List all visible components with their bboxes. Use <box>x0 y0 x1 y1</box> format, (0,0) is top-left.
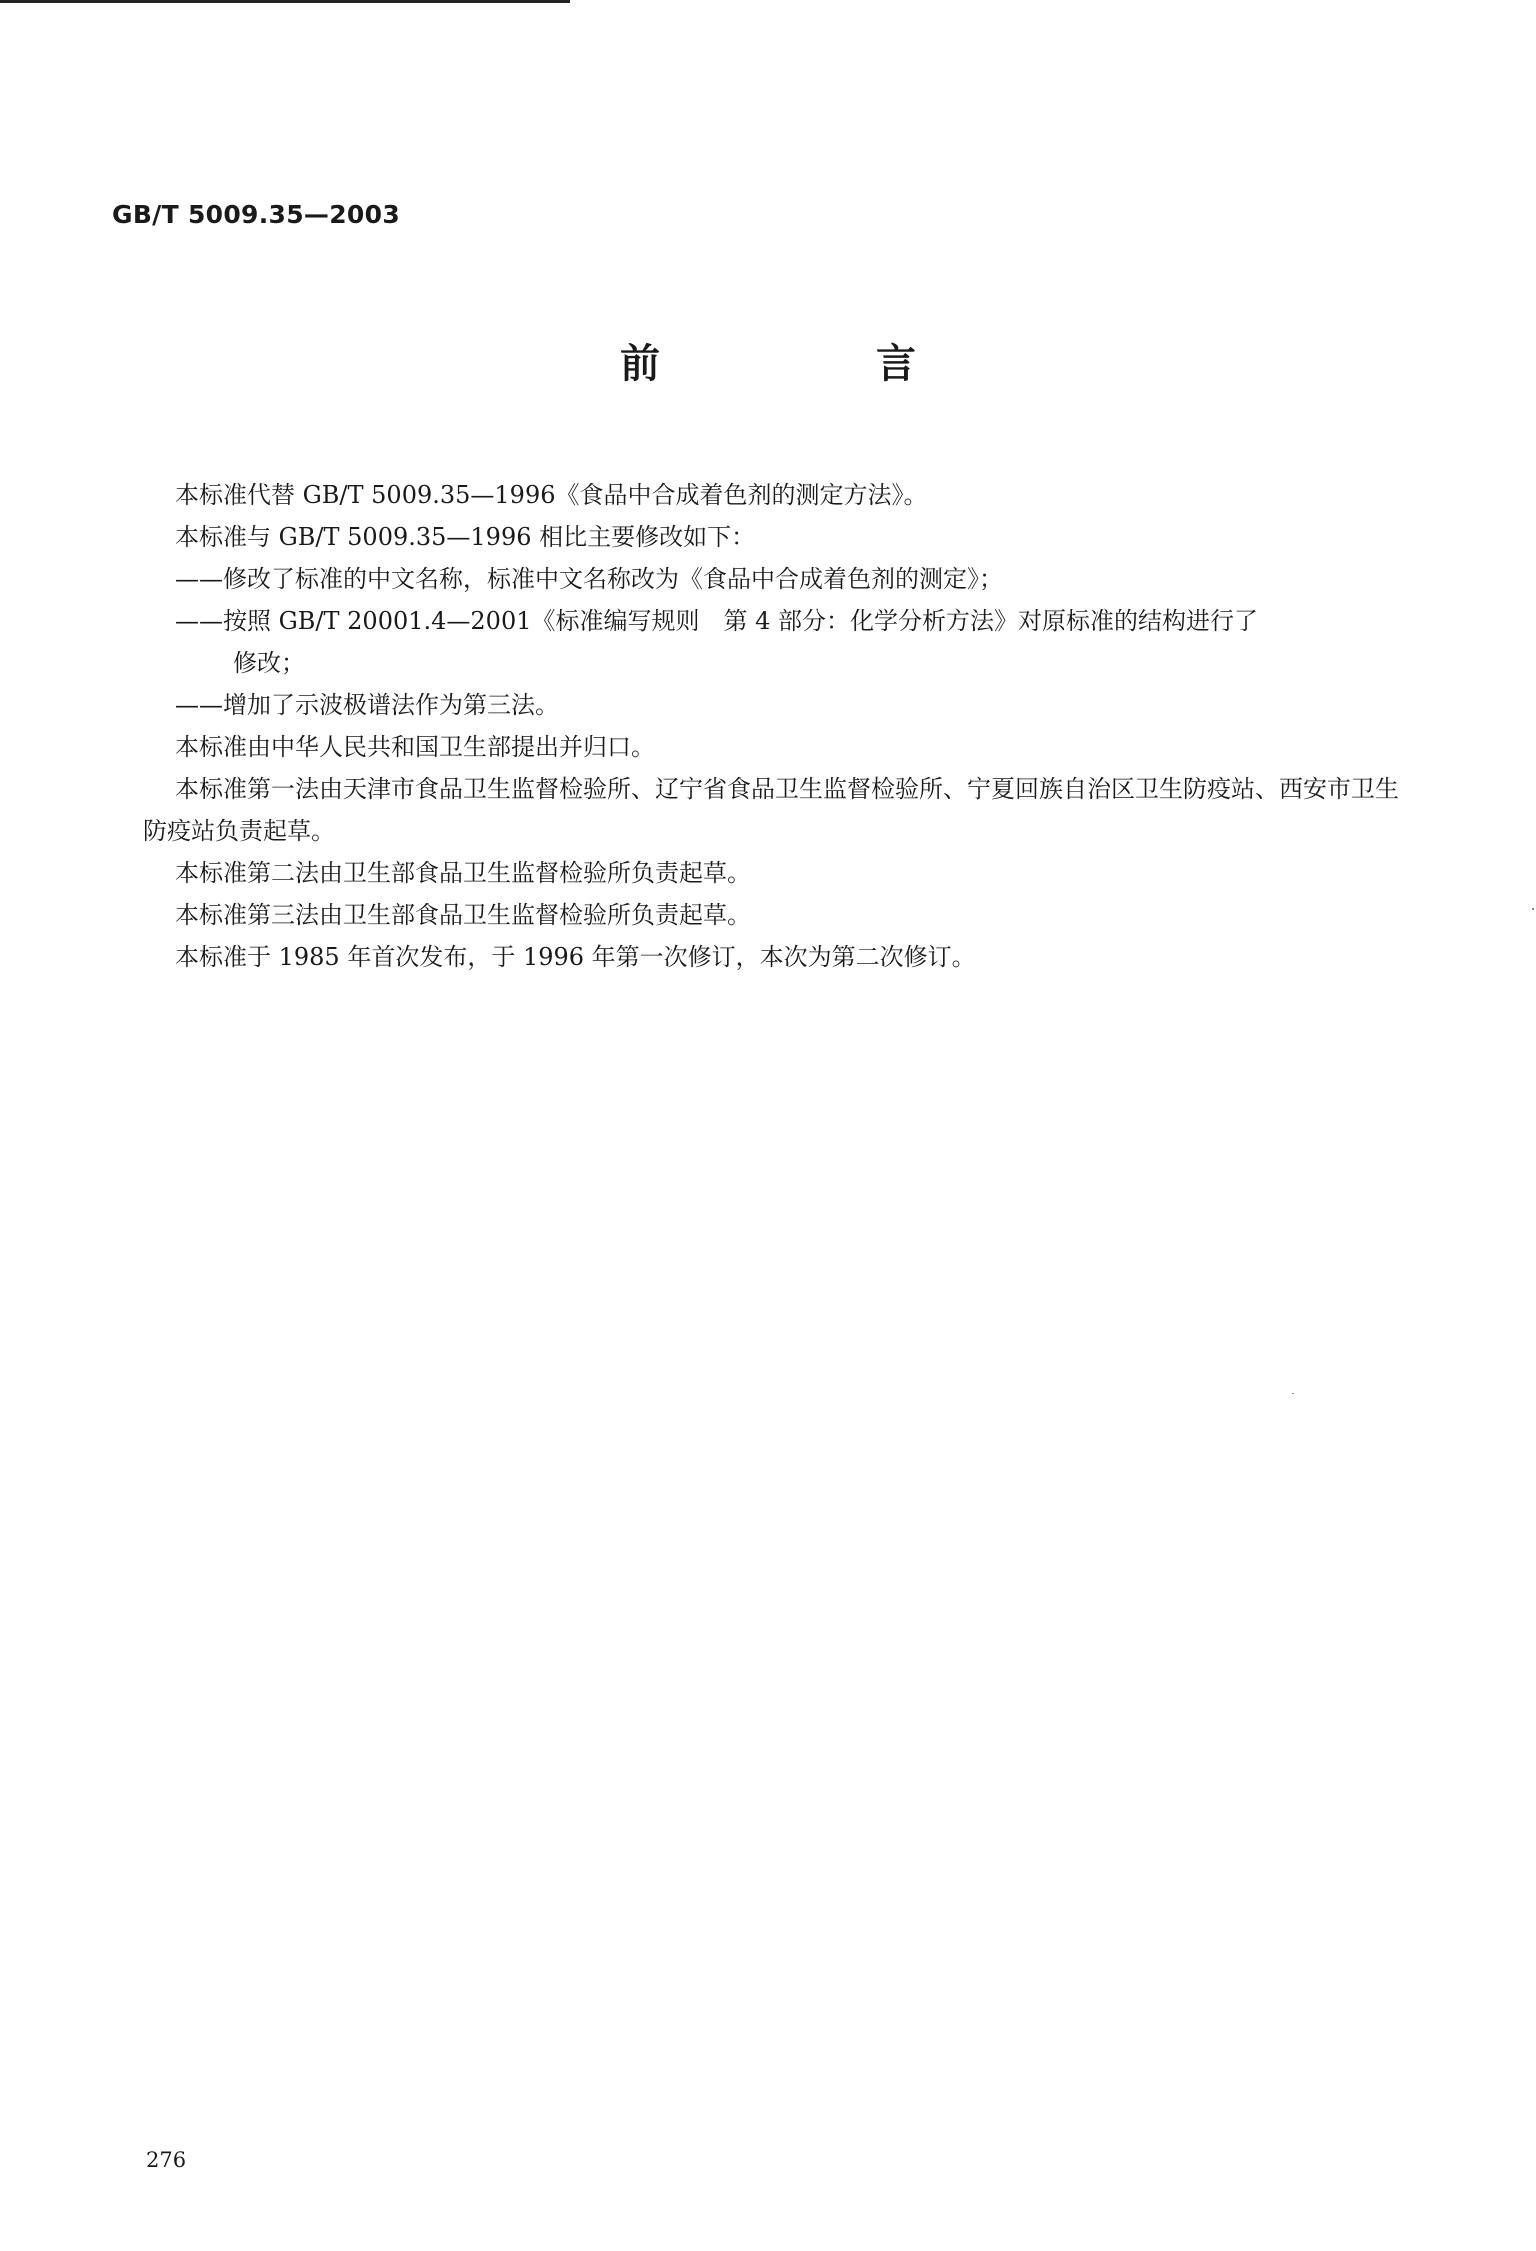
change-item-third-method: ——增加了示波极谱法作为第三法。 <box>175 691 559 719</box>
change-item-structure: ——按照 GB/T 20001.4—2001《标准编写规则 第 4 部分：化学分析方法》对原标准的结构进行了 <box>175 607 1259 635</box>
top-border-rule <box>0 0 570 3</box>
paragraph-method-one-drafters: 本标准第一法由天津市食品卫生监督检验所、辽宁省食品卫生监督检验所、宁夏回族自治区卫生防疫站、西安市卫生防疫站负责起草。 <box>143 775 1399 845</box>
scan-speck <box>1532 908 1534 910</box>
foreword-body <box>143 474 1413 978</box>
paragraph-changes-intro: 本标准与 GB/T 5009.35—1996 相比主要修改如下： <box>175 523 756 551</box>
paragraph-proposed-by: 本标准由中华人民共和国卫生部提出并归口。 <box>175 733 655 761</box>
change-item-name: ——修改了标准的中文名称，标准中文名称改为《食品中合成着色剂的测定》； <box>175 565 1003 593</box>
paragraph-method-two-drafters: 本标准第二法由卫生部食品卫生监督检验所负责起草。 <box>175 859 751 887</box>
change-item-structure-continued: 修改； <box>233 649 305 677</box>
page-number: 276 <box>146 2148 187 2172</box>
page-title: 前 言 <box>620 341 1004 387</box>
paragraph-revision-history: 本标准于 1985 年首次发布，于 1996 年第一次修订，本次为第二次修订。 <box>175 943 976 971</box>
paragraph-method-three-drafters: 本标准第三法由卫生部食品卫生监督检验所负责起草。 <box>175 901 751 929</box>
paragraph-replaces: 本标准代替 GB/T 5009.35—1996《食品中合成着色剂的测定方法》。 <box>175 481 928 509</box>
scan-speck <box>1292 1393 1294 1394</box>
standard-code-header: GB/T 5009.35—2003 <box>112 200 401 229</box>
